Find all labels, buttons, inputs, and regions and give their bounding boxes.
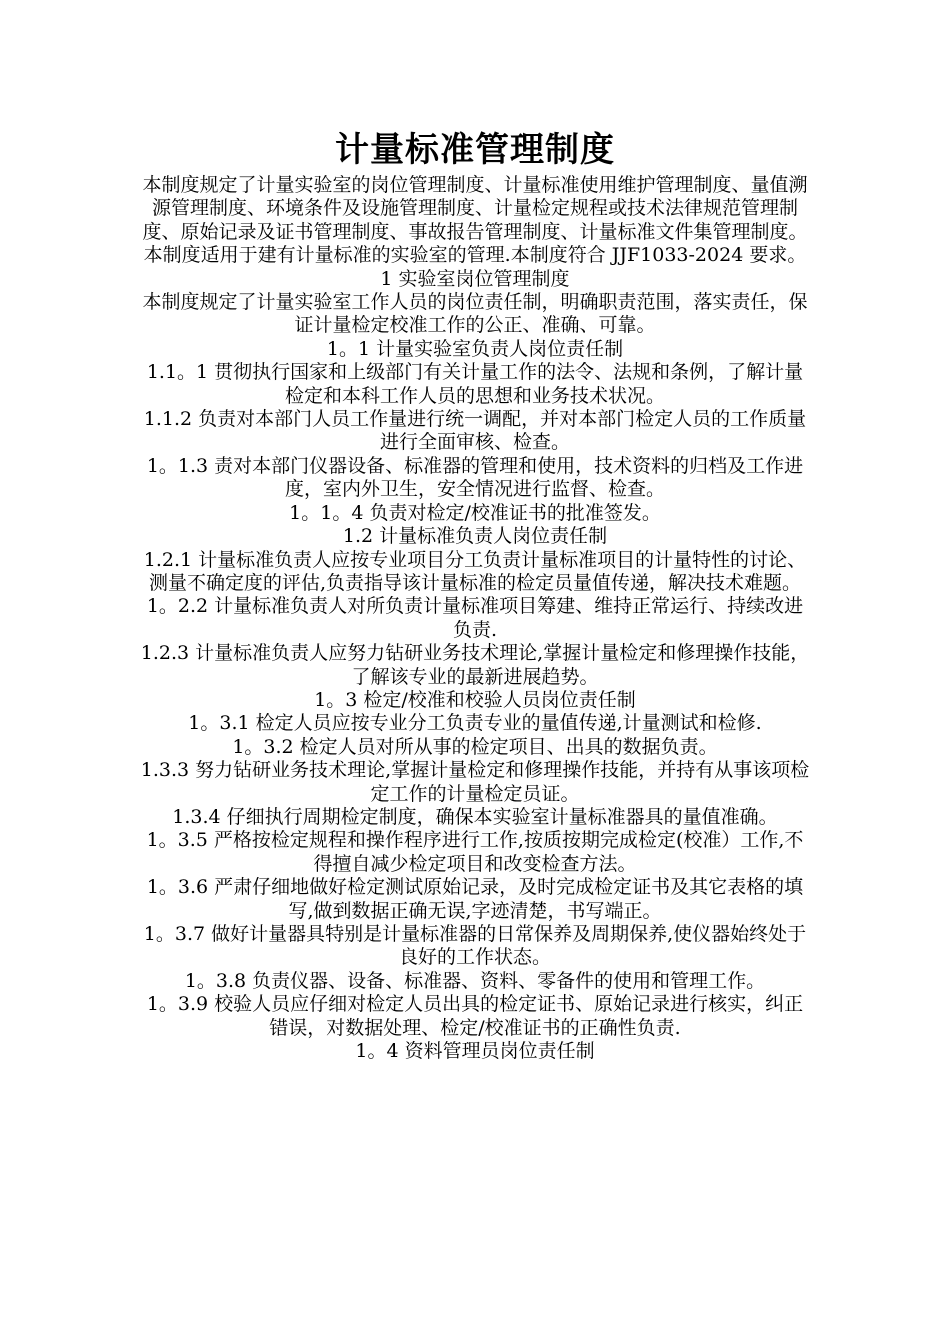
- clause-paragraph: 1。3.5 严格按检定规程和操作程序进行工作,按质按期完成检定(校准）工作,不得擅自减少检定项目和改变检查方法。: [146, 829, 804, 875]
- subsection-heading: 1.2 计量标准负责人岗位责任制: [342, 525, 608, 548]
- clause-paragraph: 1.3.3 努力钻研业务技术理论,掌握计量检定和修理操作技能，并持有从事该项检定工作的计量检定员证。: [140, 759, 810, 805]
- subsection-heading: 1。4 资料管理员岗位责任制: [355, 1040, 595, 1063]
- section-heading: 1 实验室岗位管理制度: [380, 267, 570, 290]
- clause-paragraph: 1。1.3 责对本部门仪器设备、标准器的管理和使用，技术资料的归档及工作进度，室内外卫生，安全情况进行监督、检查。: [146, 454, 804, 501]
- clause-paragraph: 1。3.8 负责仪器、设备、标准器、资料、零备件的使用和管理工作。: [184, 969, 766, 992]
- clause-paragraph: 1。3.1 检定人员应按专业分工负责专业的量值传递,计量测试和检修.: [188, 712, 762, 735]
- intro-paragraph: 本制度规定了计量实验室的岗位管理制度、计量标准使用维护管理制度、量值溯源管理制度、环境条件及设施管理制度、计量检定规程或技术法律规范管理制度、原始记录及证书管理制度、事故报告管理制度、计量标准文件集管理制度。: [142, 174, 808, 243]
- document-page: [140, 128, 810, 1063]
- subsection-heading: 1。1 计量实验室负责人岗位责任制: [326, 337, 624, 360]
- clause-paragraph: 1.2.1 计量标准负责人应按专业项目分工负责计量标准项目的计量特性的讨论、测量不确定度的评估,负责指导该计量标准的检定员量值传递，解决技术难题。: [143, 548, 807, 594]
- clause-paragraph: 1。3.9 校验人员应仔细对检定人员出具的检定证书、原始记录进行核实，纠正错误，对数据处理、检定/校准证书的正确性负责.: [146, 993, 804, 1039]
- document-title: 计量标准管理制度: [335, 130, 615, 170]
- clause-paragraph: 1。2.2 计量标准负责人对所负责计量标准项目筹建、维持正常运行、持续改进负责.: [146, 595, 804, 641]
- clause-paragraph: 1。1。4 负责对检定/校准证书的批准签发。: [289, 501, 661, 524]
- clause-paragraph: 1。3.2 检定人员对所从事的检定项目、出具的数据负责。: [232, 735, 718, 758]
- clause-paragraph: 1。3.7 做好计量器具特别是计量标准器的日常保养及周期保养,使仪器始终处于良好的工作状态。: [143, 923, 807, 969]
- subsection-heading: 1。3 检定/校准和校验人员岗位责任制: [314, 688, 636, 711]
- clause-paragraph: 1。3.6 严肃仔细地做好检定测试原始记录，及时完成检定证书及其它表格的填写,做到数据正确无误,字迹清楚，书写端正。: [146, 876, 804, 922]
- scope-paragraph: 本制度适用于建有计量标准的实验室的管理.本制度符合 JJF1033-2024 要求。: [143, 244, 807, 267]
- clause-paragraph: 1.2.3 计量标准负责人应努力钻研业务技术理论,掌握计量检定和修理操作技能，了解该专业的最新进展趋势。: [140, 642, 810, 688]
- clause-paragraph: 1.1.2 负责对本部门人员工作量进行统一调配，并对本部门检定人员的工作质量进行全面审核、检查。: [143, 408, 807, 454]
- clause-paragraph: 1.1。1 贯彻执行国家和上级部门有关计量工作的法令、法规和条例，了解计量检定和本科工作人员的思想和业务技术状况。: [146, 361, 804, 407]
- clause-paragraph: 1.3.4 仔细执行周期检定制度，确保本实验室计量标准器具的量值准确。: [172, 805, 778, 828]
- section-paragraph: 本制度规定了计量实验室工作人员的岗位责任制，明确职责范围，落实责任，保证计量检定校准工作的公正、准确、可靠。: [142, 291, 808, 337]
